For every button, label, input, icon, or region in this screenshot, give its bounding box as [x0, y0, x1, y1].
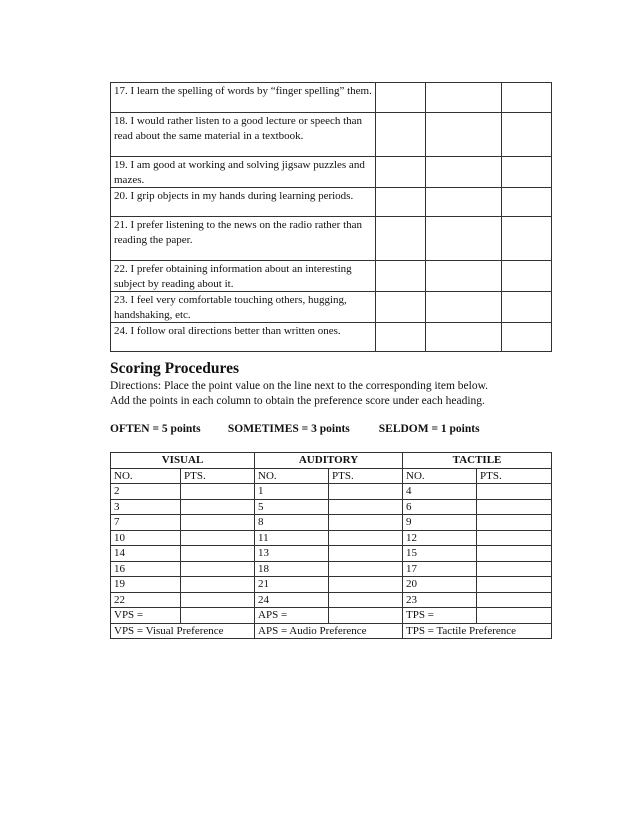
question-text: 24. I follow oral directions better than written ones.: [111, 323, 376, 352]
visual-item-number: 2: [111, 484, 181, 500]
question-text: 17. I learn the spelling of words by “finger spelling” them.: [111, 83, 376, 113]
question-row: [111, 83, 552, 113]
auditory-item-number: 13: [255, 546, 329, 562]
scoring-row: [111, 577, 552, 593]
tactile-total-cell[interactable]: [477, 608, 552, 624]
question-text: 22. I prefer obtaining information about an interesting subject by reading about it.: [111, 261, 376, 292]
answer-cell-sometimes[interactable]: [426, 188, 502, 217]
directions-line: Add the points in each column to obtain the preference score under each heading.: [110, 395, 485, 407]
question-row: [111, 157, 552, 188]
tactile-points-cell[interactable]: [477, 484, 552, 500]
scoring-row: [111, 530, 552, 546]
visual-legend: VPS = Visual Preference: [111, 623, 255, 639]
scoring-row: [111, 592, 552, 608]
auditory-points-cell[interactable]: [329, 561, 403, 577]
answer-cell-sometimes[interactable]: [426, 83, 502, 113]
visual-points-cell[interactable]: [181, 484, 255, 500]
tactile-points-cell[interactable]: [477, 515, 552, 531]
scoring-table: [110, 452, 552, 639]
often-points: OFTEN = 5 points: [110, 423, 201, 435]
answer-cell-sometimes[interactable]: [426, 292, 502, 323]
auditory-item-number: 5: [255, 499, 329, 515]
section-heading: Scoring Procedures: [110, 360, 240, 377]
tactile-item-number: 17: [403, 561, 477, 577]
scoring-legend-row: [111, 623, 552, 639]
visual-points-cell[interactable]: [181, 577, 255, 593]
auditory-points-cell[interactable]: [329, 499, 403, 515]
answer-cell-seldom[interactable]: [502, 113, 552, 157]
no-label: NO.: [403, 468, 477, 484]
visual-points-cell[interactable]: [181, 515, 255, 531]
tactile-legend: TPS = Tactile Preference: [403, 623, 552, 639]
tactile-total-label: TPS =: [403, 608, 477, 624]
visual-total-label: VPS =: [111, 608, 181, 624]
visual-item-number: 19: [111, 577, 181, 593]
visual-item-number: 7: [111, 515, 181, 531]
scoring-header-row: [111, 453, 552, 469]
answer-cell-often[interactable]: [376, 188, 426, 217]
auditory-header: AUDITORY: [255, 453, 403, 469]
tactile-points-cell[interactable]: [477, 561, 552, 577]
scoring-row: [111, 515, 552, 531]
no-label: NO.: [111, 468, 181, 484]
visual-points-cell[interactable]: [181, 561, 255, 577]
tactile-item-number: 20: [403, 577, 477, 593]
visual-item-number: 14: [111, 546, 181, 562]
scoring-row: [111, 561, 552, 577]
answer-cell-often[interactable]: [376, 83, 426, 113]
question-row: [111, 261, 552, 292]
auditory-points-cell[interactable]: [329, 592, 403, 608]
visual-points-cell[interactable]: [181, 530, 255, 546]
scoring-totals-row: [111, 608, 552, 624]
question-text: 20. I grip objects in my hands during learning periods.: [111, 188, 376, 217]
visual-points-cell[interactable]: [181, 546, 255, 562]
visual-total-cell[interactable]: [181, 608, 255, 624]
tactile-item-number: 23: [403, 592, 477, 608]
answer-cell-sometimes[interactable]: [426, 323, 502, 352]
answer-cell-often[interactable]: [376, 323, 426, 352]
tactile-header: TACTILE: [403, 453, 552, 469]
question-row: [111, 188, 552, 217]
visual-header: VISUAL: [111, 453, 255, 469]
answer-cell-sometimes[interactable]: [426, 217, 502, 261]
visual-points-cell[interactable]: [181, 592, 255, 608]
question-row: [111, 113, 552, 157]
auditory-legend: APS = Audio Preference: [255, 623, 403, 639]
answer-cell-seldom[interactable]: [502, 188, 552, 217]
question-text: 19. I am good at working and solving jigsaw puzzles and mazes.: [111, 157, 376, 188]
answer-cell-often[interactable]: [376, 261, 426, 292]
tactile-item-number: 6: [403, 499, 477, 515]
scoring-subheader-row: [111, 468, 552, 484]
visual-item-number: 22: [111, 592, 181, 608]
visual-item-number: 16: [111, 561, 181, 577]
auditory-points-cell[interactable]: [329, 484, 403, 500]
visual-item-number: 3: [111, 499, 181, 515]
question-text: 18. I would rather listen to a good lecture or speech than read about the same material in a textbook.: [111, 113, 376, 157]
auditory-total-label: APS =: [255, 608, 329, 624]
tactile-points-cell[interactable]: [477, 577, 552, 593]
tactile-item-number: 4: [403, 484, 477, 500]
answer-cell-seldom[interactable]: [502, 323, 552, 352]
auditory-item-number: 18: [255, 561, 329, 577]
scoring-row: [111, 546, 552, 562]
answer-cell-seldom[interactable]: [502, 83, 552, 113]
visual-points-cell[interactable]: [181, 499, 255, 515]
answer-cell-sometimes[interactable]: [426, 113, 502, 157]
auditory-item-number: 21: [255, 577, 329, 593]
auditory-total-cell[interactable]: [329, 608, 403, 624]
auditory-points-cell[interactable]: [329, 577, 403, 593]
pts-label: PTS.: [477, 468, 552, 484]
question-row: [111, 292, 552, 323]
seldom-points: SELDOM = 1 points: [378, 423, 480, 435]
answer-cell-often[interactable]: [376, 157, 426, 188]
question-row: [111, 217, 552, 261]
question-text: 23. I feel very comfortable touching others, hugging, handshaking, etc.: [111, 292, 376, 323]
answer-cell-seldom[interactable]: [502, 157, 552, 188]
tactile-item-number: 15: [403, 546, 477, 562]
answer-cell-seldom[interactable]: [502, 292, 552, 323]
no-label: NO.: [255, 468, 329, 484]
answer-cell-seldom[interactable]: [502, 217, 552, 261]
pts-label: PTS.: [329, 468, 403, 484]
directions-text: [110, 379, 550, 409]
auditory-points-cell[interactable]: [329, 515, 403, 531]
auditory-item-number: 8: [255, 515, 329, 531]
auditory-item-number: 24: [255, 592, 329, 608]
question-row: [111, 323, 552, 352]
tactile-points-cell[interactable]: [477, 499, 552, 515]
auditory-points-cell[interactable]: [329, 546, 403, 562]
tactile-points-cell[interactable]: [477, 592, 552, 608]
points-legend: [110, 423, 480, 435]
auditory-item-number: 1: [255, 484, 329, 500]
visual-item-number: 10: [111, 530, 181, 546]
scoring-row: [111, 484, 552, 500]
answer-cell-often[interactable]: [376, 113, 426, 157]
tactile-points-cell[interactable]: [477, 530, 552, 546]
auditory-points-cell[interactable]: [329, 530, 403, 546]
sometimes-points: SOMETIMES = 3 points: [227, 423, 350, 435]
auditory-item-number: 11: [255, 530, 329, 546]
tactile-points-cell[interactable]: [477, 546, 552, 562]
answer-cell-often[interactable]: [376, 217, 426, 261]
tactile-item-number: 12: [403, 530, 477, 546]
scoring-row: [111, 499, 552, 515]
question-text: 21. I prefer listening to the news on the radio rather than reading the paper.: [111, 217, 376, 261]
answer-cell-sometimes[interactable]: [426, 157, 502, 188]
tactile-item-number: 9: [403, 515, 477, 531]
directions-line: Directions: Place the point value on the line next to the corresponding item below.: [110, 380, 489, 392]
questionnaire-table: [110, 82, 552, 352]
answer-cell-often[interactable]: [376, 292, 426, 323]
answer-cell-sometimes[interactable]: [426, 261, 502, 292]
pts-label: PTS.: [181, 468, 255, 484]
answer-cell-seldom[interactable]: [502, 261, 552, 292]
